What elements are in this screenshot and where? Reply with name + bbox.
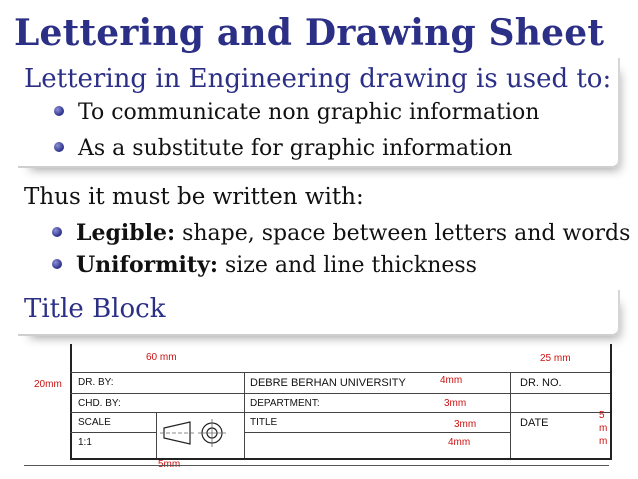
grid-line — [156, 412, 157, 458]
title-label: TITLE — [250, 417, 278, 428]
usage-bullet-item — [54, 100, 539, 125]
usage-block — [18, 58, 620, 168]
bullet-icon — [54, 142, 64, 152]
grid-line — [70, 393, 610, 394]
bullet-text: As a substitute for graphic information — [78, 136, 513, 161]
usage-bullet-item — [54, 136, 512, 161]
dimension-20mm: 20mm — [34, 379, 62, 390]
usage-heading: Lettering in Engineering drawing is used to: — [24, 64, 612, 94]
department-label: DEPARTMENT: — [250, 398, 320, 409]
bullet-icon — [52, 259, 62, 269]
dimension-5mm-vertical: m — [599, 423, 608, 434]
scale-value: 1:1 — [78, 437, 92, 448]
title-block-section — [18, 290, 620, 336]
grid-line — [70, 412, 610, 413]
dimension-3mm: 3mm — [444, 398, 467, 409]
chd-by-label: CHD. BY: — [78, 398, 121, 409]
dimension-5mm: 5mm — [158, 459, 181, 470]
requirement-desc: size and line thickness — [217, 253, 477, 278]
grid-line — [70, 372, 610, 373]
date-label: DATE — [520, 417, 549, 429]
dr-no-label: DR. NO. — [520, 377, 562, 389]
dimension-3mm: 3mm — [454, 419, 477, 430]
grid-line — [244, 432, 510, 433]
projection-symbol-icon — [160, 414, 240, 454]
title-block-heading: Title Block — [24, 294, 166, 324]
requirement-term: Uniformity: — [76, 252, 218, 278]
scale-label: SCALE — [78, 417, 111, 428]
requirement-term: Legible: — [76, 220, 176, 246]
slide-bottom-rule — [24, 465, 609, 466]
dimension-5mm-vertical: 5 — [599, 410, 605, 421]
dr-by-label: DR. BY: — [78, 377, 114, 388]
grid-line — [70, 432, 156, 433]
dimension-25mm: 25 mm — [540, 353, 571, 364]
title-block-drawing — [0, 344, 638, 479]
dimension-4mm: 4mm — [448, 437, 471, 448]
grid-line — [510, 372, 511, 458]
university-label: DEBRE BERHAN UNIVERSITY — [250, 377, 406, 389]
bullet-text: To communicate non graphic information — [78, 100, 540, 125]
dimension-60mm: 60 mm — [146, 352, 177, 363]
dimension-4mm: 4mm — [440, 375, 463, 386]
requirement-item — [52, 252, 477, 278]
grid-line — [244, 372, 245, 458]
requirement-desc: shape, space between letters and words — [175, 221, 631, 246]
requirement-item — [52, 220, 630, 246]
bullet-icon — [52, 227, 62, 237]
dimension-5mm-vertical: m — [599, 436, 608, 447]
thus-text: Thus it must be written with: — [24, 184, 364, 210]
bullet-icon — [54, 106, 64, 116]
slide-title: Lettering and Drawing Sheet — [14, 12, 605, 54]
